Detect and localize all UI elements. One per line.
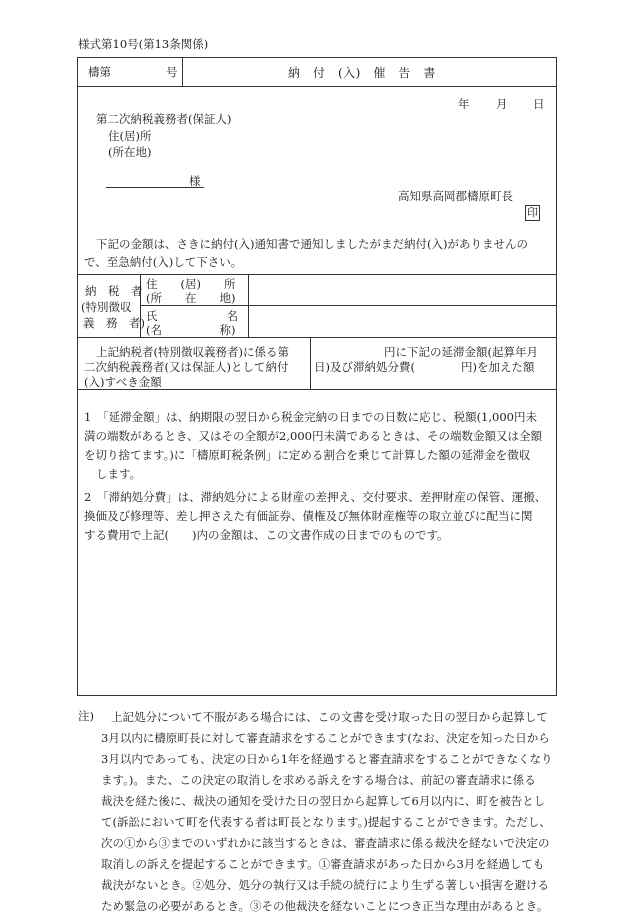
footnote-line: 次の①から③までのいずれかに該当するときは、審査請求に係る裁決を経ないで決定の [101,836,550,850]
explanation-line: を切り捨てます。)に「檮原町税条例」に定める割合を乗じて計算した額の延滞金を徴収 [84,448,531,462]
footnote-line: 3月以内であっても、決定の日から1年を経過すると審査請求をすることができなくなり [101,752,553,766]
header-divider [182,58,183,86]
footnote-line: 裁決を経た後に、裁決の通知を受けた日の翌日から起算して6月以内に、町を被告とし [101,794,546,808]
divider [78,86,556,87]
taxpayer-name-label-2: (名 称) [146,323,236,337]
amount-left-line-3: (入)すべき金額 [84,375,162,389]
official-seal-mark: 印 [527,206,538,219]
notice-line-1: 下記の金額は、さきに納付(入)通知書で通知しましたがまだ納付(入)がありませんの [96,237,528,251]
footnote-line: 上記処分について不服がある場合には、この文書を受け取った日の翌日から起算して [111,710,548,724]
amount-right-line-2: 日)及び滞納処分費( 円)を加えた額 [314,360,535,374]
date-day: 日 [533,97,545,111]
date-month: 月 [496,97,508,111]
explanation-delay-charge [84,408,542,484]
addressee-location-label: (所在地) [108,145,152,159]
footnote-line: 裁決がないとき。②処分、処分の執行又は手続の続行により生ずる著しい損害を避ける [101,878,550,892]
taxpayer-label-3: 義 務 者) [83,316,145,330]
form-number-label: 様式第10号(第13条関係) [78,37,209,51]
document-number-label: 檮第 [88,65,111,79]
taxpayer-label-1: 納 税 者 [85,284,143,298]
explanation-line: 2 「滞納処分費」は、滞納処分による財産の差押え、交付要求、差押財産の保管、運搬、 [84,490,547,504]
footnote-line: ます。)。また、この決定の取消しを求める訴えをする場合は、前記の審査請求に係る [101,773,536,787]
divider [310,337,311,389]
explanation-line: 1 「延滞金額」は、納期限の翌日から税金完納の日までの日数に応じ、税額(1,000円未 [84,410,537,424]
taxpayer-address-label-2: (所 在 地) [146,291,236,305]
date-year: 年 [458,97,470,111]
footnote-line: て(訴訟において町を代表する者は町長となります。)提起することができます。ただし、 [101,815,551,829]
divider [78,274,556,275]
addressee-role: 第二次納税義務者(保証人) [96,112,232,126]
document-number-suffix: 号 [166,65,178,79]
divider [78,337,556,338]
explanation-line: 満の端数があるとき、又はその全額が2,000円未満であるときは、その端数金額又は全額 [84,429,542,443]
explanation-disposition-cost [84,488,546,545]
footnote-line: ため緊急の必要があるとき。③その他裁決を経ないことにつき正当な理由があるとき。 [101,899,549,913]
footnote-prefix: 注) [78,709,94,723]
divider [78,389,556,390]
taxpayer-name-label-1: 氏 名 [146,309,238,323]
document-title: 納 付 (入) 催 告 書 [288,66,436,80]
taxpayer-label-2: (特別徴収 [81,300,132,314]
addressee-address-label: 住(居)所 [108,129,152,143]
explanation-line: します。 [96,467,142,481]
amount-left-line-1: 上記納税者(特別徴収義務者)に係る第 [96,345,289,359]
taxpayer-address-label-1: 住 (居) 所 [146,277,236,291]
notice-line-2: で、至急納付(入)して下さい。 [84,255,243,269]
amount-right-line-1: 円に下記の延滞金額(起算年月 [384,345,538,359]
footnote-line: 取消しの訴えを提起することができます。①審査請求があった日から3月を経過しても [101,857,545,871]
amount-left-line-2: 二次納税義務者(又は保証人)として納付 [84,360,289,374]
issuer-name: 高知県高岡郡檮原町長 [398,189,513,203]
explanation-line: する費用で上記( )内の金額は、この文書作成の日までのものです。 [84,528,449,542]
footnote-line: 3月以内に檮原町長に対して審査請求をすることができます(なお、決定を知った日から [101,731,550,745]
addressee-honorific: 様 [189,174,201,188]
form-frame [77,57,557,696]
explanation-line: 換価及び修理等、差し押さえた有価証券、債権及び無体財産権等の取立並びに配当に関 [84,509,533,523]
footnote-body [101,707,553,917]
